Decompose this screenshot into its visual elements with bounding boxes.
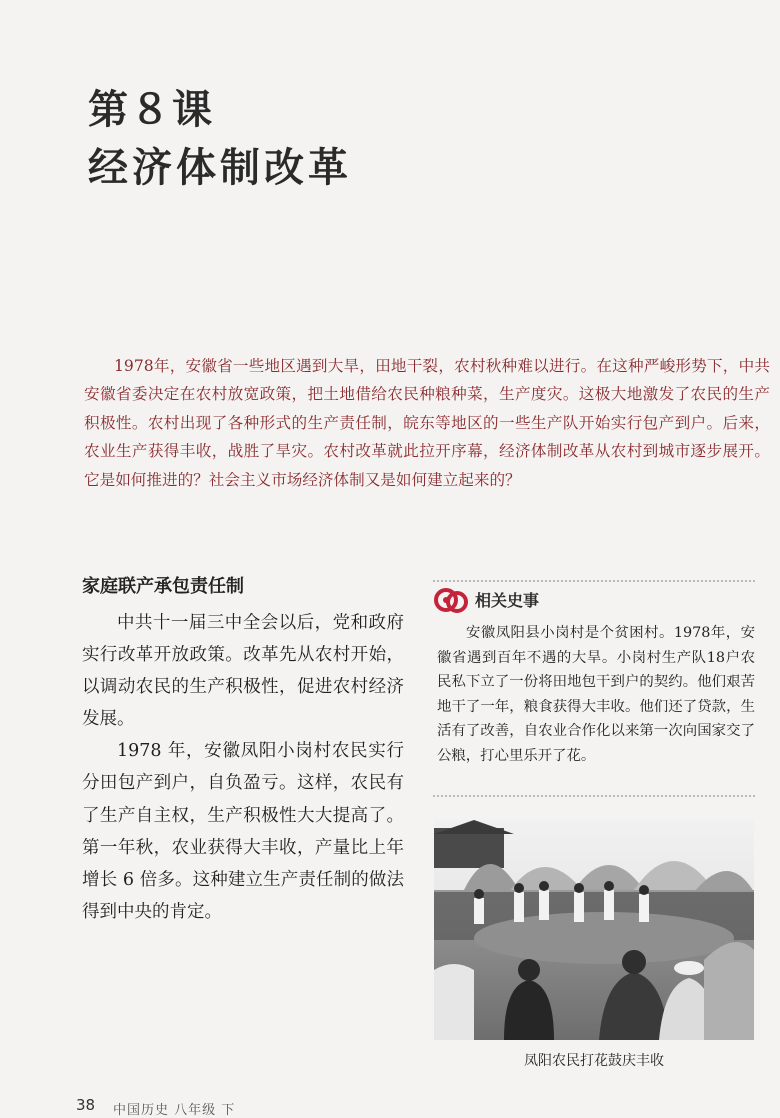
sidebar-label: 相关史事 — [475, 591, 540, 610]
section-heading: 家庭联产承包责任制 — [82, 576, 244, 597]
history-swirl-icon — [433, 583, 469, 619]
lesson-title: 经济体制改革 — [88, 144, 352, 191]
sidebar-bottom-rule — [433, 795, 755, 797]
lesson-number-title: 第８课 — [88, 86, 214, 133]
body-paragraph-2: 1978 年，安徽凤阳小岗村农民实行分田包产到户，自负盈亏。这样，农民有了生产自主权，生产积极性大大提高了。第一年秋，农业获得大丰收，产量比上年增长 6 倍多。这种建立生产责任制的做法得到中央的肯定。 — [82, 741, 404, 922]
section-body — [82, 607, 404, 928]
body-paragraph-1: 中共十一届三中全会以后，党和政府实行改革开放政策。改革先从农村开始，以调动农民的生产积极性，促进农村经济发展。 — [82, 613, 404, 730]
sidebar-top-rule — [433, 580, 755, 582]
book-title: 中国历史 八年级 下 — [113, 1103, 236, 1118]
sidebar-text: 安徽凤阳县小岗村是个贫困村。1978年，安徽省遇到百年不遇的大旱。小岗村生产队18户农民私下立了一份将田地包干到户的契约。他们艰苦地干了一年，粮食获得大丰收。他们还了贷款，生活有了改善，自农业合作化以来第一次向国家交了公粮，打心里乐开了花。 — [437, 625, 755, 764]
page-number: 38 — [76, 1096, 96, 1114]
intro-paragraph: 1978年，安徽省一些地区遇到大旱，田地干裂，农村秋种难以进行。在这种严峻形势下，中共安徽省委决定在农村放宽政策，把土地借给农民种粮种菜，生产度灾。这极大地激发了农民的生产积极性。农村出现了各种形式的生产责任制，皖东等地区的一些生产队开始实行包产到户。后来，农业生产获得丰收，战胜了旱灾。农村改革就此拉开序幕，经济体制改革从农村到城市逐步展开。它是如何推进的？社会主义市场经济体制又是如何建立起来的？ — [84, 357, 770, 489]
photo-caption: 凤阳农民打花鼓庆丰收 — [524, 1053, 664, 1069]
farmers-drum-celebration-photo — [434, 820, 754, 1040]
